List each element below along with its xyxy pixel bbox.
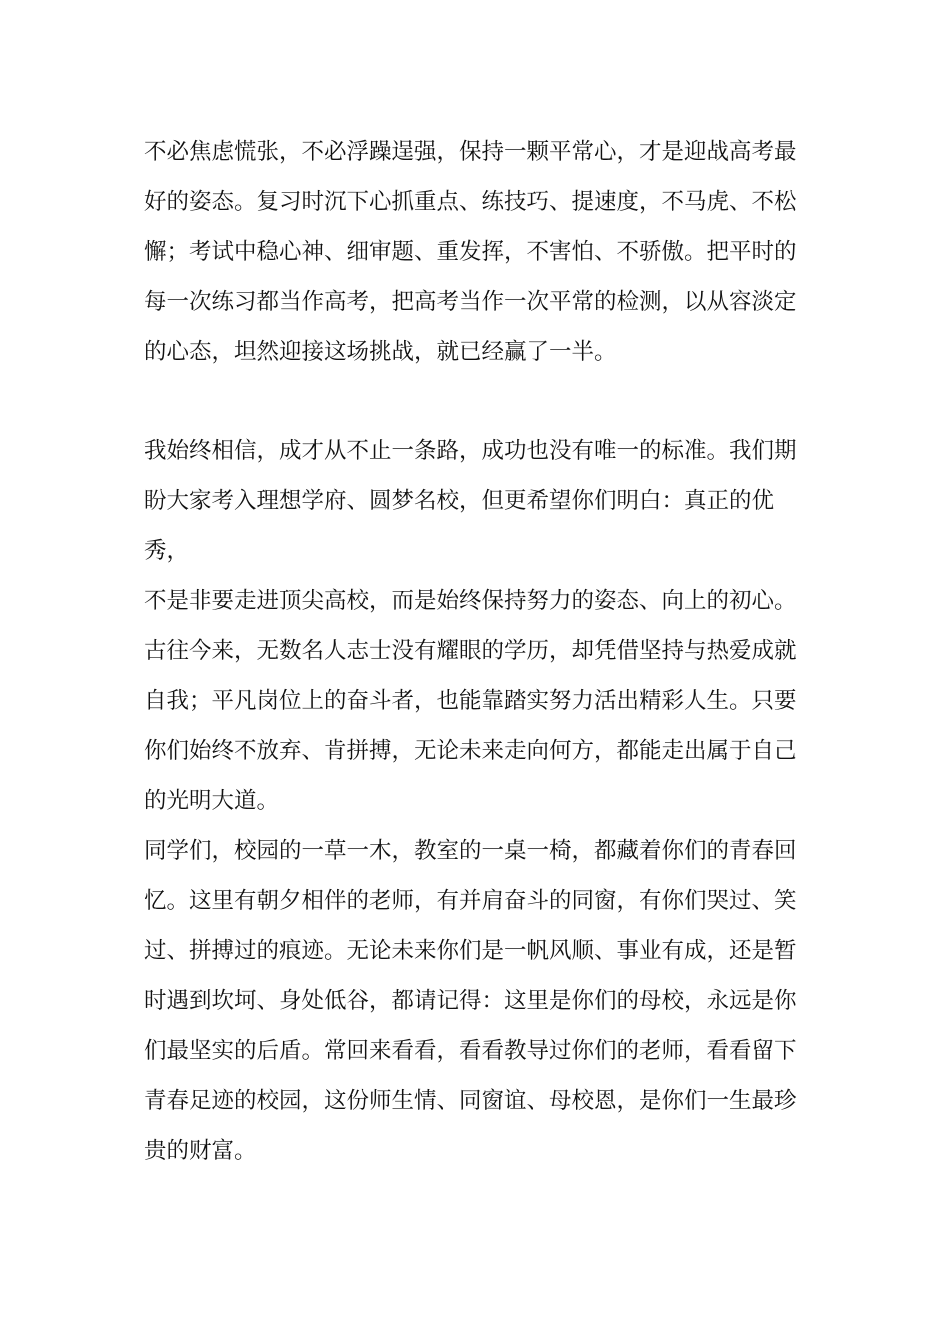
paragraph-line: 我始终相信，成才从不止一条路，成功也没有唯一的标准。我们期 (144, 438, 797, 464)
paragraph-line: 过、拼搏过的痕迹。无论未来你们是一帆风顺、事业有成，还是暂 (144, 938, 797, 964)
paragraph-line: 每一次练习都当作高考，把高考当作一次平常的检测，以从容淡定 (144, 289, 797, 315)
paragraph-2 (144, 426, 814, 826)
paragraph-line: 不是非要走进顶尖高校，而是始终保持努力的姿态、向上的初心。 (144, 588, 797, 614)
paragraph-line: 盼大家考入理想学府、圆梦名校，但更希望你们明白：真正的优秀， (144, 488, 775, 564)
paragraph-line: 自我；平凡岗位上的奋斗者，也能靠踏实努力活出精彩人生。只要 (144, 688, 797, 714)
paragraph-3 (144, 826, 814, 1176)
paragraph-1 (144, 127, 814, 377)
paragraph-line: 贵的财富。 (144, 1138, 257, 1164)
paragraph-line: 古往今来，无数名人志士没有耀眼的学历，却凭借坚持与热爱成就 (144, 638, 797, 664)
paragraph-line: 忆。这里有朝夕相伴的老师，有并肩奋斗的同窗，有你们哭过、笑 (144, 888, 797, 914)
paragraph-line: 你们始终不放弃、肯拼搏，无论未来走向何方，都能走出属于自己 (144, 738, 797, 764)
paragraph-line: 同学们，校园的一草一木，教室的一桌一椅，都藏着你们的青春回 (144, 838, 797, 864)
paragraph-line: 的光明大道。 (144, 788, 280, 814)
paragraph-line: 不必焦虑慌张，不必浮躁逞强，保持一颗平常心，才是迎战高考最 (144, 139, 797, 165)
paragraph-line: 懈；考试中稳心神、细审题、重发挥，不害怕、不骄傲。把平时的 (144, 239, 797, 265)
paragraph-line: 青春足迹的校园，这份师生情、同窗谊、母校恩，是你们一生最珍 (144, 1088, 797, 1114)
paragraph-line: 的心态，坦然迎接这场挑战，就已经赢了一半。 (144, 339, 617, 365)
paragraph-line: 好的姿态。复习时沉下心抓重点、练技巧、提速度，不马虎、不松 (144, 189, 797, 215)
paragraph-line: 们最坚实的后盾。常回来看看，看看教导过你们的老师，看看留下 (144, 1038, 797, 1064)
paragraph-line: 时遇到坎坷、身处低谷，都请记得：这里是你们的母校，永远是你 (144, 988, 797, 1014)
